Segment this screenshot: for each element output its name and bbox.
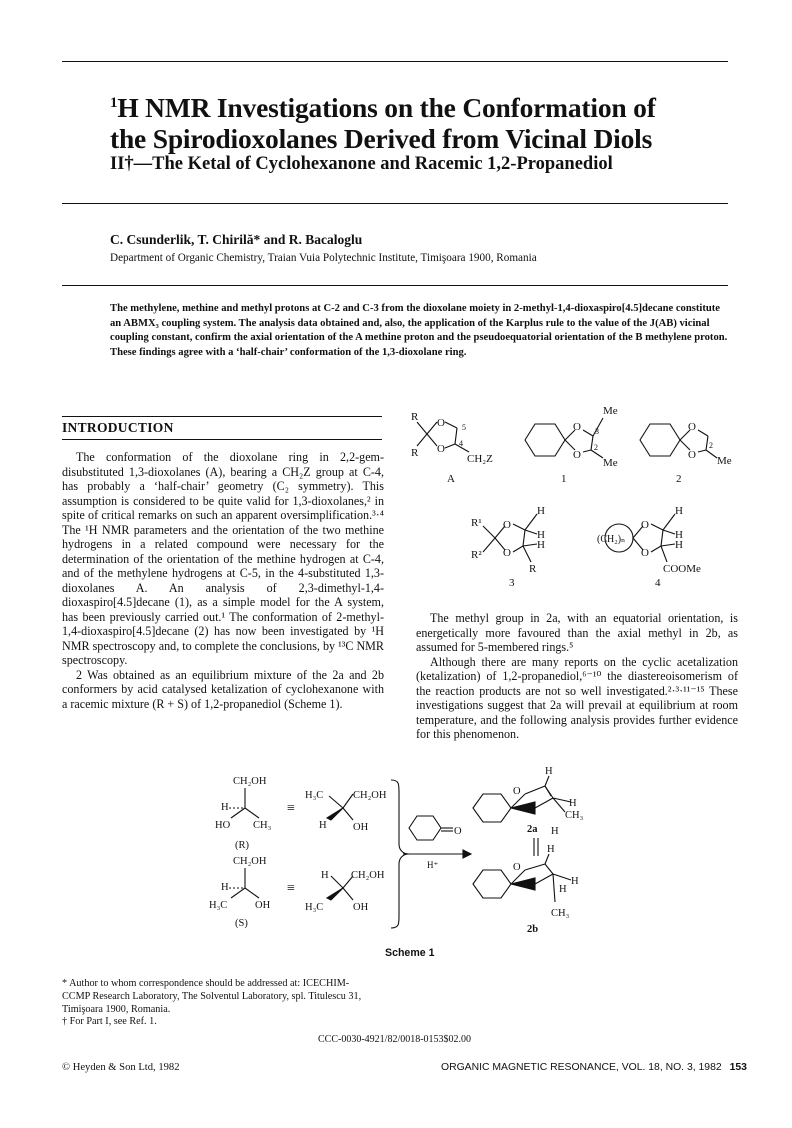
title-line-1: H NMR Investigations on the Conformation of [117,92,656,124]
s3-O-bottom: O [503,547,511,559]
s3-R2: R² [471,549,482,561]
R-wedge-OH: OH [353,822,369,833]
s2-O-bottom: O [688,449,696,461]
article-code: CCC-0030-4921/82/0018-0153$02.00 [318,1034,472,1045]
publisher: © Heyden & Son Ltd, 1982 [62,1062,180,1073]
structure-3 [471,505,545,589]
journal-line [441,1062,747,1073]
A-num-4: 4 [459,439,463,448]
s2-label: 2 [676,473,682,485]
2b-CH3: CH₃ [551,908,570,919]
cyclohexanone-O: O [454,826,462,837]
section-heading-text: INTRODUCTION [62,420,174,435]
2b-H-mid: H [559,884,567,895]
right-paragraph-1: The methyl group in 2a, with an equatorial orientation, is energetically more favoured than the axial methyl in 2b, as assumed for 5-membered rings.⁵ [416,611,738,654]
A-O-top: O [437,417,445,429]
A-R-bottom: R [411,447,419,459]
R-fischer-CH3: CH₃ [253,820,272,831]
scheme-R-fischer [215,776,272,851]
2a-label: 2a [527,824,538,835]
title-line-2: the Spirodioxolanes Derived from Vicinal Diols [110,123,653,155]
structure-2 [640,421,732,485]
structures-figure [405,400,745,600]
s1-Me-top: Me [603,405,618,417]
left-column [62,450,384,711]
2b-H-top: H [547,844,555,855]
A-CH2Z: CH₂Z [467,453,493,465]
S-fischer-H3C: H₃C [209,900,228,911]
s3-H-mid1: H [537,529,545,541]
scheme-R-wedge [305,790,387,833]
scheme-caption: Scheme 1 [385,947,435,959]
s4-COOMe: COOMe [663,563,701,575]
s3-R1: R¹ [471,517,482,529]
s1-Me-bottom: Me [603,457,618,469]
s4-H-mid1: H [675,529,683,541]
affiliation-bottom-rule [62,285,728,286]
A-R-top: R [411,411,419,423]
right-column [416,611,738,742]
s4-O-top: O [641,519,649,531]
S-fischer-OH: OH [255,900,271,911]
R-wedge-H3C: H₃C [305,790,324,801]
2a-H-top: H [545,766,553,777]
s3-H-top: H [537,505,545,517]
s4-O-bottom: O [641,547,649,559]
S-label: (S) [235,918,248,929]
top-rule [62,61,728,62]
R-equivalence: ≡ [287,801,295,816]
S-wedge-H3C: H₃C [305,902,324,913]
page-number: 153 [729,1062,747,1073]
s3-label: 3 [509,577,515,589]
S-wedge-H: H [321,870,329,881]
s4-CH2n: (CH₂)ₙ [597,534,626,545]
paper-subtitle: II†—The Ketal of Cyclohexanone and Racemic 1,2-Propanediol [110,154,613,174]
R-fischer-H: H [221,802,229,813]
abstract: The methylene, methine and methyl protons at C-2 and C-3 from the dioxolane moiety in 2-methyl-1,4-dioxaspiro[4.5]decane constitute an ABMX₃ coupling system. The analysis data obtained and, also, the application of the Karplus rule to the value of the J(AB) vicinal coupling constant, confirm the axial orientation of the A methine proton and the pseudoequatorial orientation of the B methylene proton. These findings agree with a ‘half-chair’ conformation of the 1,3-dioxolane ring. [110,303,728,358]
S-wedge-OH: OH [353,902,369,913]
s2-num-2: 2 [709,441,713,450]
s1-num-2: 2 [594,443,598,452]
s4-label: 4 [655,577,661,589]
scheme-cyclohexanone [409,816,462,840]
2a-H-bottom: H [551,826,559,837]
s4-H-mid2: H [675,539,683,551]
footnote-author: * Author to whom correspondence should be addressed at: ICECHIM-CCMP Research Laboratory, The Solventul Laboratory, spl. Titulescu 31, Timişoara 1900, Romania. [62,978,362,1015]
s1-O-top: O [573,421,581,433]
scheme-conformer-2a [473,766,584,837]
intro-paragraph-2: 2 Was obtained as an equilibrium mixture of the 2a and 2b conformers by acid catalysed ketalization of cyclohexanone with a racemic mixture (R + S) of 1,2-propanediol (Scheme 1). [62,667,384,711]
footnotes [62,978,362,1029]
scheme-S-fischer [209,856,271,929]
2a-CH3: CH₃ [565,810,584,821]
catalyst-H-plus: H⁺ [427,860,439,870]
authors: C. Csunderlik, T. Chirilă* and R. Bacaloglu [110,232,363,247]
R-wedge-CH2OH: CH₂OH [353,790,387,801]
S-fischer-H: H [221,882,229,893]
journal-citation: ORGANIC MAGNETIC RESONANCE, VOL. 18, NO. 3, 1982 [441,1062,722,1073]
s2-Me: Me [717,455,732,467]
title-superscript: 1 [110,95,118,111]
A-O-bottom: O [437,443,445,455]
reaction-arrow-head [463,850,471,858]
R-fischer-CH2OH: CH₂OH [233,776,267,787]
section-heading-rule-bottom [62,439,382,440]
scheme-1-figure [195,766,615,940]
A-label: A [447,473,455,485]
2b-O-top: O [513,862,521,873]
2b-label: 2b [527,924,539,935]
R-label: (R) [235,840,249,851]
structure-4 [597,505,701,589]
section-heading-rule-top [62,416,382,417]
structure-1 [525,405,618,485]
footnote-part-1: † For Part I, see Ref. 1. [62,1016,157,1028]
2b-H-right: H [571,876,579,887]
2a-O-ring: O [527,804,535,815]
2a-O-top: O [513,786,521,797]
S-equivalence: ≡ [287,881,295,896]
right-paragraph-2: Although there are many reports on the cyclic acetalization (ketalization) of 1,2-propanediol,⁶⁻¹⁰ the diastereoisomerism of the reaction products are not so well investigated.²·³·¹¹⁻¹⁵ These investigations suggest that 2a will prevail at equilibrium at room temperature, and the following analysis provides further evidence for this phenomenon. [416,654,738,741]
title-bottom-rule [62,203,728,204]
paper-title [110,88,750,154]
section-heading [62,420,382,436]
s2-O-top: O [688,421,696,433]
scheme-conformer-2b [473,844,579,935]
R-fischer-HO: HO [215,820,231,831]
intro-paragraph-1: The conformation of the dioxolane ring in 2,2-gem-disubstituted 1,3-dioxolanes (A), bearing a CH₂Z group at C-4, has probably a ‘half-chair’ geometry (C₂ symmetry). This assumption is considered to be quite valid for 1,3-dioxolanes,² in spite of critical remarks on such an apparent oversimplification.³·⁴ The ¹H NMR parameters and the orientation of the two methine hydrogens in a related compound were necessary for the determination of the orientation of the methine hydrogen at C-4, and of the methylene hydrogens at C-5, in the 4-substituted 1,3-dioxolanes A. An analysis of 2,3-dimethyl-1,4-dioxaspiro[4.5]decane (1), as a simple model for the A system, has been previously carried out.¹ The conformation of 2-methyl-1,4-dioxaspiro[4.5]decane (2) has now been investigated by ¹H NMR spectroscopy and, to complete the conclusions, by ¹³C NMR spectroscopy. [62,450,384,667]
2a-H-right: H [569,798,577,809]
2b-O-ring: O [527,880,535,891]
s1-num-3: 3 [595,427,599,436]
s4-H-top: H [675,505,683,517]
affiliation: Department of Organic Chemistry, Traian Vuia Polytechnic Institute, Timişoara 1900, Romania [110,252,537,264]
s1-label: 1 [561,473,567,485]
R-wedge-H: H [319,820,327,831]
s3-H-mid2: H [537,539,545,551]
A-num-5: 5 [462,423,466,432]
S-wedge-CH2OH: CH₂OH [351,870,385,881]
s3-R: R [529,563,537,575]
scheme-S-wedge [305,870,385,913]
s3-O-top: O [503,519,511,531]
S-fischer-CH2OH: CH₂OH [233,856,267,867]
s1-O-bottom: O [573,449,581,461]
structure-A [411,411,493,485]
